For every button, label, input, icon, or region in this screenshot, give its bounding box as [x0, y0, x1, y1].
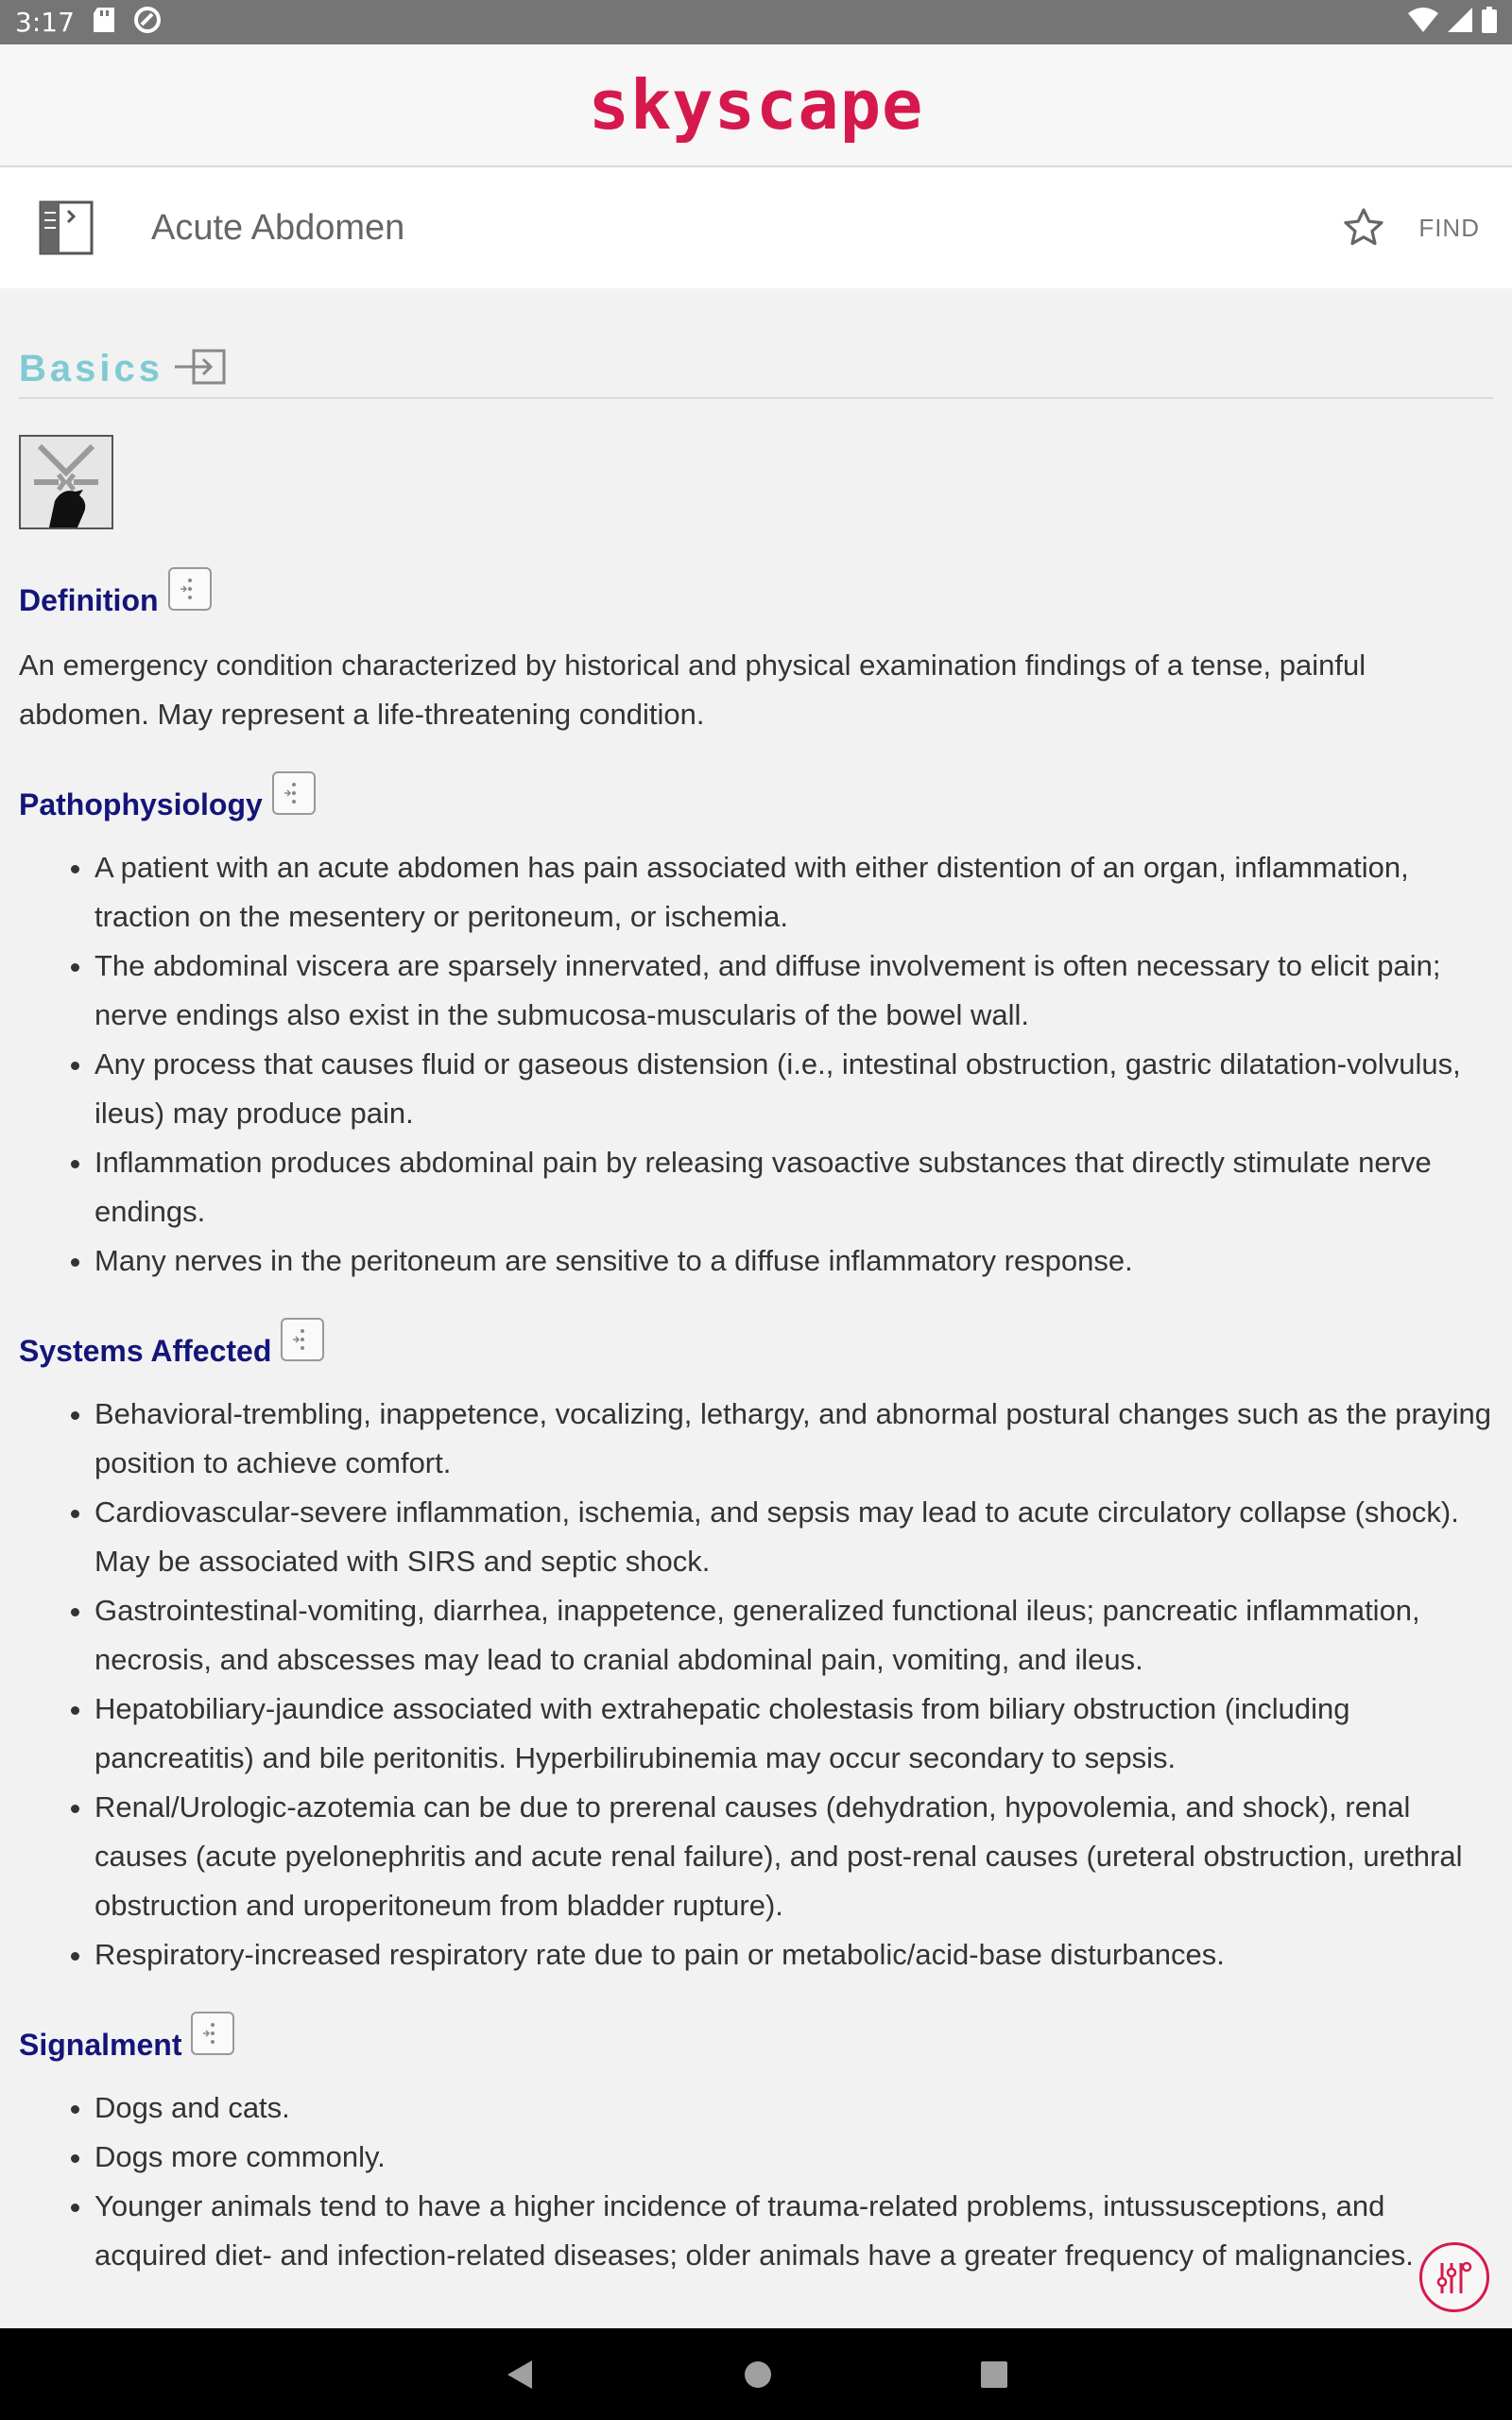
status-bar — [0, 0, 1512, 44]
home-button[interactable] — [744, 2360, 772, 2389]
list-item: • Cardiovascular-severe inflammation, ischemia, and sepsis may lead to acute circulatory collapse (shock). May be associated with SIRS and septic shock. — [94, 1488, 1493, 1586]
list-item: • Dogs and cats. — [94, 2083, 1493, 2133]
pathophysiology-header — [19, 771, 1493, 822]
recents-button[interactable] — [980, 2360, 1008, 2389]
expand-icon — [290, 1325, 315, 1354]
section-title: Basics — [19, 348, 163, 389]
brand-bar — [0, 44, 1512, 167]
system-navigation-bar — [0, 2328, 1512, 2420]
bookmark-button[interactable] — [1337, 201, 1390, 254]
bird-image-icon — [21, 437, 112, 527]
document-title: Acute Abdomen — [151, 207, 405, 248]
toc-panel-icon — [38, 199, 94, 256]
expand-icon — [178, 575, 202, 603]
home-circle-icon — [744, 2360, 772, 2389]
list-item: • Inflammation produces abdominal pain by releasing vasoactive substances that directly stimulate nerve endings. — [94, 1138, 1493, 1236]
expand-pathophysiology-button[interactable] — [272, 771, 316, 815]
systems-affected-heading: Systems Affected — [19, 1334, 272, 1368]
signal-icon — [1448, 8, 1472, 37]
wifi-icon — [1408, 8, 1438, 37]
definition-heading: Definition — [19, 583, 159, 617]
list-item: • Hepatobiliary-jaundice associated with extrahepatic cholestasis from biliary obstruction (including pancreatitis) and bile peritonitis. Hyperbilirubinemia may occur secondary to sepsis. — [94, 1685, 1493, 1783]
definition-header — [19, 567, 1493, 618]
list-item: • Any process that causes fluid or gaseous distension (i.e., intestinal obstruction, gastric dilatation-volvulus, ileus) may produce pain. — [94, 1040, 1493, 1138]
star-icon — [1341, 205, 1386, 251]
pathophysiology-list — [19, 843, 1493, 1286]
sync-icon — [133, 6, 162, 39]
article-content — [0, 288, 1512, 2328]
systems-affected-list — [19, 1390, 1493, 1979]
list-item: • Gastrointestinal-vomiting, diarrhea, inappetence, generalized functional ileus; pancreatic inflammation, necrosis, and abscesses may lead to cranial abdominal pain, vomiting, and ileus. — [94, 1586, 1493, 1685]
section-header-basics — [19, 347, 1493, 399]
sd-card-icon — [94, 8, 114, 37]
definition-text: An emergency condition characterized by historical and physical examination findings of a tense, painful abdomen. May represent a life-threatening condition. — [19, 648, 1366, 731]
title-bar — [0, 167, 1512, 288]
list-item: • A patient with an acute abdomen has pain associated with either distention of an organ, inflammation, traction on the mesentery or peritoneum, or ischemia. — [94, 843, 1493, 942]
sliders-icon — [1431, 2254, 1478, 2301]
goto-section-icon[interactable] — [173, 347, 228, 391]
list-item: • Dogs more commonly. — [94, 2133, 1493, 2182]
signalment-header — [19, 2012, 1493, 2063]
pathophysiology-heading: Pathophysiology — [19, 787, 263, 821]
signalment-heading: Signalment — [19, 2028, 182, 2062]
expand-icon — [200, 2019, 225, 2048]
table-of-contents-button[interactable] — [36, 198, 96, 258]
expand-systems-affected-button[interactable] — [281, 1318, 324, 1361]
battery-icon — [1482, 7, 1497, 38]
display-settings-button[interactable] — [1419, 2242, 1489, 2312]
signalment-list — [19, 2083, 1493, 2280]
list-item: • Behavioral-trembling, inappetence, vocalizing, lethargy, and abnormal postural changes such as the praying position to achieve comfort. — [94, 1390, 1493, 1488]
skyscape-logo: skyscape — [588, 65, 924, 145]
recents-square-icon — [980, 2360, 1008, 2389]
list-item: • Younger animals tend to have a higher incidence of trauma-related problems, intussusceptions, and acquired diet- and infection-related diseases; older animals have a greater frequency of malignancies. — [94, 2182, 1493, 2280]
list-item: • The abdominal viscera are sparsely innervated, and diffuse involvement is often necessary to elicit pain; nerve endings also exist in the submucosa-muscularis of the bowel wall. — [94, 942, 1493, 1040]
back-button[interactable] — [504, 2359, 536, 2391]
list-item: • Respiratory-increased respiratory rate due to pain or metabolic/acid-base disturbances. — [94, 1930, 1493, 1979]
back-triangle-icon — [504, 2359, 536, 2391]
expand-icon — [282, 779, 306, 807]
systems-affected-header — [19, 1318, 1493, 1369]
list-item: • Renal/Urologic-azotemia can be due to prerenal causes (dehydration, hypovolemia, and shock), renal causes (acute pyelonephritis and acute renal failure), and post-renal causes (ureteral obstruction, urethral obstruction and uroperitoneum from bladder rupture). — [94, 1783, 1493, 1930]
image-thumbnail[interactable] — [19, 435, 113, 529]
expand-definition-button[interactable] — [168, 567, 212, 611]
expand-signalment-button[interactable] — [191, 2012, 234, 2055]
status-time: 3:17 — [15, 7, 75, 38]
find-button[interactable]: FIND — [1418, 213, 1480, 242]
list-item: • Many nerves in the peritoneum are sensitive to a diffuse inflammatory response. — [94, 1236, 1493, 1286]
